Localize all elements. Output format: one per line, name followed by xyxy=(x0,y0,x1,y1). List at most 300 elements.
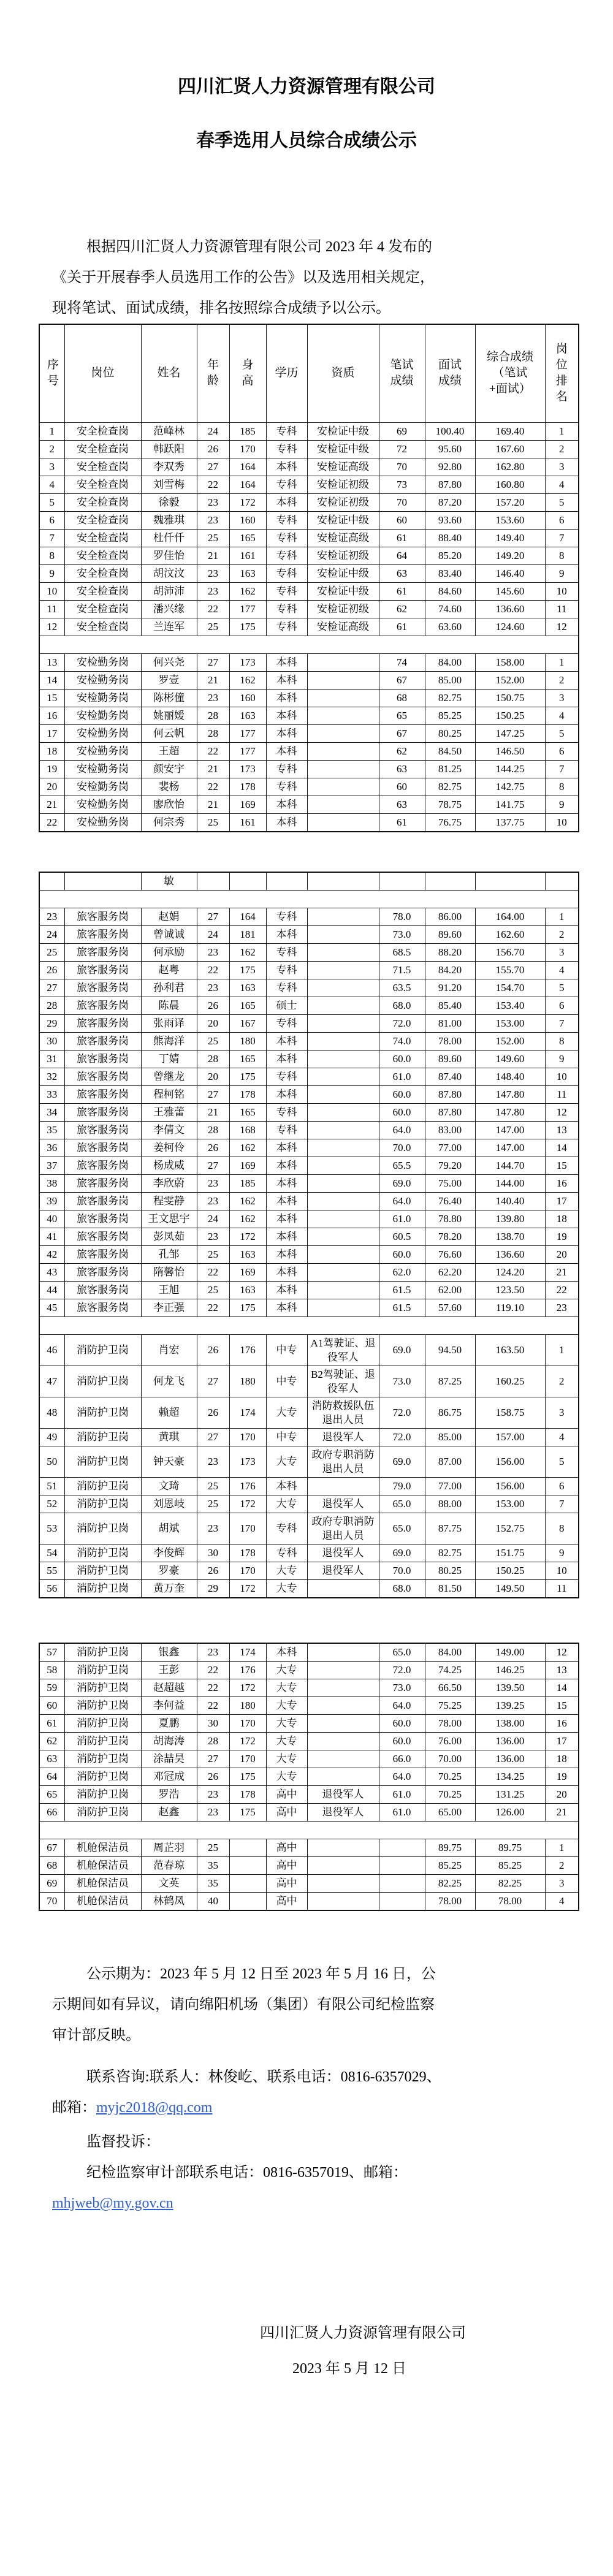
table-row xyxy=(39,1477,579,1495)
table-cell: 172 xyxy=(229,1579,266,1598)
table-cell: 69 xyxy=(379,422,425,440)
table-cell: 22 xyxy=(39,813,64,832)
table-cell: 17 xyxy=(39,724,64,742)
table-cell: 152.75 xyxy=(475,1513,545,1544)
table-cell: 裴杨 xyxy=(141,778,197,796)
table-cell: 152.00 xyxy=(475,671,545,689)
table-cell: 赵鑫 xyxy=(141,1803,197,1821)
table-cell: 21 xyxy=(545,1263,579,1281)
supervision-line: 监督投诉： xyxy=(86,2133,160,2150)
table-cell: 170 xyxy=(229,1750,266,1768)
table-cell: 160.25 xyxy=(475,1366,545,1397)
table-cell: 26 xyxy=(197,1397,229,1428)
table-row xyxy=(39,872,579,891)
table-cell: 163 xyxy=(229,1245,266,1263)
table-cell: 136.60 xyxy=(475,1245,545,1263)
table-cell: 22 xyxy=(197,1679,229,1696)
table-cell: 162 xyxy=(229,1210,266,1228)
table-row xyxy=(39,600,579,618)
table-cell: 164 xyxy=(229,908,266,925)
table-cell: 2 xyxy=(545,671,579,689)
table-cell: 69.0 xyxy=(379,1446,425,1477)
table-cell: 邓冠成 xyxy=(141,1768,197,1785)
table-cell: 文琦 xyxy=(141,1477,197,1495)
table-cell: 177 xyxy=(229,600,266,618)
table-cell: 149.60 xyxy=(475,1050,545,1068)
table-cell: 本科 xyxy=(266,925,307,943)
table-cell: 57 xyxy=(39,1643,64,1662)
table-cell: 何宗秀 xyxy=(141,813,197,832)
table-cell: 25 xyxy=(39,943,64,961)
table-cell: 77.00 xyxy=(425,1477,475,1495)
table-cell: 6 xyxy=(545,997,579,1014)
table-cell: 大专 xyxy=(266,1397,307,1428)
table-cell: 124.20 xyxy=(475,1263,545,1281)
table-cell: 59 xyxy=(39,1679,64,1696)
table-cell: 147.00 xyxy=(475,1139,545,1157)
table-cell xyxy=(307,778,379,796)
table-row xyxy=(39,1892,579,1910)
table-cell: 180 xyxy=(229,1696,266,1714)
table-cell: 本科 xyxy=(266,1228,307,1245)
table-cell: 163 xyxy=(229,1281,266,1299)
table-cell: 35 xyxy=(39,1121,64,1139)
table-row xyxy=(39,1579,579,1598)
table-cell: 32 xyxy=(39,1068,64,1085)
table-cell: 25 xyxy=(197,529,229,547)
table-cell: 70.25 xyxy=(425,1785,475,1803)
table-cell: 56 xyxy=(39,1579,64,1598)
table-cell: 80.25 xyxy=(425,724,475,742)
table-cell: 大专 xyxy=(266,1696,307,1714)
table-cell xyxy=(229,872,266,891)
table-row xyxy=(39,1839,579,1856)
table-cell: 4 xyxy=(545,476,579,493)
table-cell: 高中 xyxy=(266,1803,307,1821)
table-cell: 专科 xyxy=(266,961,307,979)
table-cell: 84.00 xyxy=(425,1643,475,1662)
table-cell: 89.75 xyxy=(425,1839,475,1856)
table-cell: 26 xyxy=(197,1768,229,1785)
table-cell: 本科 xyxy=(266,707,307,724)
table-cell xyxy=(307,1174,379,1192)
table-cell: 何兴尧 xyxy=(141,653,197,671)
intro-line-2: 《关于开展春季人员选用工作的公告》以及选用相关规定， xyxy=(52,270,435,286)
table-cell: 70 xyxy=(379,493,425,511)
table-cell: 60.0 xyxy=(379,1103,425,1121)
table-cell: 185 xyxy=(229,422,266,440)
table-cell: 61.0 xyxy=(379,1803,425,1821)
notice-line-2: 示期间如有异议，请向绵阳机场（集团）有限公司纪检监察 xyxy=(52,1996,435,2013)
table-cell: 27 xyxy=(197,908,229,925)
table-cell: 172 xyxy=(229,1228,266,1245)
email-link-myjc[interactable]: myjc2018@qq.com xyxy=(96,2099,213,2116)
table-cell: 安检证中级 xyxy=(307,440,379,458)
table-cell: 181 xyxy=(229,925,266,943)
table-cell xyxy=(307,1157,379,1174)
table-cell: 30 xyxy=(197,1714,229,1732)
table-cell: 专科 xyxy=(266,618,307,636)
table-separator-row xyxy=(39,1821,579,1839)
table-cell xyxy=(307,671,379,689)
table-cell: 胡海涛 xyxy=(141,1732,197,1750)
table-cell: 安检证高级 xyxy=(307,529,379,547)
table-cell: 54 xyxy=(39,1544,64,1562)
table-cell: 本科 xyxy=(266,458,307,476)
table-cell: 88.00 xyxy=(425,1495,475,1513)
table-cell: 70.25 xyxy=(425,1768,475,1785)
table-row xyxy=(39,476,579,493)
table-cell: 24 xyxy=(39,925,64,943)
table-cell: 大专 xyxy=(266,1732,307,1750)
table-separator-row xyxy=(39,636,579,653)
table-cell: 126.00 xyxy=(475,1803,545,1821)
table-cell: 61 xyxy=(379,618,425,636)
table-cell: 147.25 xyxy=(475,724,545,742)
notice-line-3: 审计部反映。 xyxy=(52,2027,140,2043)
table-row xyxy=(39,997,579,1014)
table-cell: 80.25 xyxy=(425,1562,475,1579)
table-row xyxy=(39,493,579,511)
table-cell: 63 xyxy=(379,796,425,813)
col-header-age: 年龄 xyxy=(197,324,229,422)
table-cell: 173 xyxy=(229,653,266,671)
table-cell: 89.75 xyxy=(475,1839,545,1856)
table-cell: 1 xyxy=(545,1839,579,1856)
table-cell: 8 xyxy=(545,1513,579,1544)
table-cell: 48 xyxy=(39,1397,64,1428)
table-cell: 罗浩 xyxy=(141,1785,197,1803)
table-cell: 消防护卫岗 xyxy=(64,1785,141,1803)
table-cell: 172 xyxy=(229,1495,266,1513)
table-cell: 10 xyxy=(545,813,579,832)
table-cell: 2 xyxy=(39,440,64,458)
table-cell: 8 xyxy=(545,778,579,796)
table-cell: 安全检查岗 xyxy=(64,600,141,618)
table-cell: 本科 xyxy=(266,724,307,742)
table-cell: 1 xyxy=(39,422,64,440)
table-cell: 162 xyxy=(229,1192,266,1210)
table-cell: 74 xyxy=(379,653,425,671)
table-cell: 62 xyxy=(379,742,425,760)
table-cell: 119.10 xyxy=(475,1299,545,1316)
table-cell: 肖宏 xyxy=(141,1334,197,1366)
table-cell: 19 xyxy=(545,1768,579,1785)
table-cell: 76.75 xyxy=(425,813,475,832)
table-cell: 139.50 xyxy=(475,1679,545,1696)
table-cell: 185 xyxy=(229,1174,266,1192)
document-page xyxy=(0,75,613,2379)
table-cell: 172 xyxy=(229,1732,266,1750)
table-cell xyxy=(307,1068,379,1085)
table-cell: 隋馨怡 xyxy=(141,1263,197,1281)
table-cell: 机舱保洁员 xyxy=(64,1892,141,1910)
table-cell: 68 xyxy=(39,1856,64,1874)
table-cell: 3 xyxy=(545,1397,579,1428)
table-cell: 34 xyxy=(39,1103,64,1121)
table-cell: 167.60 xyxy=(475,440,545,458)
table-cell: 16 xyxy=(39,707,64,724)
table-cell: 23 xyxy=(197,1174,229,1192)
table-cell: 本科 xyxy=(266,1085,307,1103)
table-row xyxy=(39,760,579,778)
table-cell: 75.00 xyxy=(425,1174,475,1192)
table-cell: 15 xyxy=(39,689,64,707)
table-cell: 安检证中级 xyxy=(307,564,379,582)
table-cell: 70.0 xyxy=(379,1562,425,1579)
table-cell: 65 xyxy=(379,707,425,724)
table-cell: 21 xyxy=(197,671,229,689)
table-cell xyxy=(307,997,379,1014)
table-cell: 安全检查岗 xyxy=(64,529,141,547)
table-cell: 5 xyxy=(39,493,64,511)
table-cell: 60.0 xyxy=(379,1714,425,1732)
table-row xyxy=(39,1139,579,1157)
table-cell: 23 xyxy=(197,943,229,961)
table-cell: 消防护卫岗 xyxy=(64,1513,141,1544)
table-cell: 消防护卫岗 xyxy=(64,1366,141,1397)
table-cell: 40 xyxy=(197,1892,229,1910)
table-cell: 23 xyxy=(197,1785,229,1803)
table-cell: 敏 xyxy=(141,872,197,891)
table-cell xyxy=(229,1892,266,1910)
table-cell: 5 xyxy=(545,493,579,511)
table-cell: 熊海洋 xyxy=(141,1032,197,1050)
table-cell: 175 xyxy=(229,1768,266,1785)
table-cell: 何承励 xyxy=(141,943,197,961)
table-cell: 消防护卫岗 xyxy=(64,1732,141,1750)
table-cell: 退役军人 xyxy=(307,1785,379,1803)
table-cell: 169.40 xyxy=(475,422,545,440)
table-cell: 57.60 xyxy=(425,1299,475,1316)
table-cell: 78.00 xyxy=(425,1032,475,1050)
notice-line-1: 公示期为：2023 年 5 月 12 日至 2023 年 5 月 16 日，公 xyxy=(86,1966,436,1982)
table-cell: 87.25 xyxy=(425,1366,475,1397)
table-cell: 旅客服务岗 xyxy=(64,961,141,979)
table-cell: 174 xyxy=(229,1643,266,1662)
table-row xyxy=(39,1085,579,1103)
table-cell: 68.0 xyxy=(379,1579,425,1598)
table-cell: 9 xyxy=(545,1544,579,1562)
table-cell: 178 xyxy=(229,1085,266,1103)
table-cell: 大专 xyxy=(266,1679,307,1696)
document-title-line1: 四川汇贤人力资源管理有限公司 xyxy=(178,77,435,97)
table-cell: 25 xyxy=(197,1032,229,1050)
signature-company: 四川汇贤人力资源管理有限公司 xyxy=(260,2325,466,2341)
table-cell: 消防护卫岗 xyxy=(64,1562,141,1579)
table-cell: 27 xyxy=(197,653,229,671)
table-cell: 退役军人 xyxy=(307,1428,379,1446)
col-header-education: 学历 xyxy=(266,324,307,422)
table-cell: 21 xyxy=(197,547,229,564)
table-cell: 36 xyxy=(39,1139,64,1157)
table-cell: 20 xyxy=(545,1785,579,1803)
table-cell: 55 xyxy=(39,1562,64,1579)
table-cell: 12 xyxy=(545,1643,579,1662)
table-cell: 专科 xyxy=(266,760,307,778)
col-header-name: 姓名 xyxy=(141,324,197,422)
table-cell: 41 xyxy=(39,1228,64,1245)
table-cell: 安检勤务岗 xyxy=(64,813,141,832)
table-cell: 10 xyxy=(545,1562,579,1579)
table-cell: 23 xyxy=(39,908,64,925)
table-cell: 罗壹 xyxy=(141,671,197,689)
table-cell: 74.0 xyxy=(379,1032,425,1050)
table-cell: 2 xyxy=(545,440,579,458)
table-cell: 162 xyxy=(229,1139,266,1157)
table-cell: 165 xyxy=(229,529,266,547)
table-cell: 89.60 xyxy=(425,925,475,943)
table-cell: 50 xyxy=(39,1446,64,1477)
table-cell: 23 xyxy=(197,979,229,997)
table-cell: 消防护卫岗 xyxy=(64,1579,141,1598)
table-cell: 21 xyxy=(197,760,229,778)
table-row xyxy=(39,908,579,925)
table-cell: 140.40 xyxy=(475,1192,545,1210)
table-cell: 35 xyxy=(197,1874,229,1892)
table-cell: 170 xyxy=(229,1562,266,1579)
table-cell xyxy=(307,925,379,943)
table-cell: 144.70 xyxy=(475,1157,545,1174)
table-cell: 26 xyxy=(197,1562,229,1579)
table-cell: 136.00 xyxy=(475,1732,545,1750)
table-cell: 王超 xyxy=(141,742,197,760)
table-cell: 消防护卫岗 xyxy=(64,1643,141,1662)
table-row xyxy=(39,1263,579,1281)
table-cell: 涂喆昊 xyxy=(141,1750,197,1768)
table-row xyxy=(39,1803,579,1821)
table-cell xyxy=(379,1874,425,1892)
table-cell: 10 xyxy=(545,1068,579,1085)
table-row xyxy=(39,707,579,724)
col-header-height: 身高 xyxy=(229,324,266,422)
table-cell: 23 xyxy=(197,582,229,600)
table-cell: 徐毅 xyxy=(141,493,197,511)
table-cell: 专科 xyxy=(266,476,307,493)
table-row xyxy=(39,653,579,671)
table-cell: 72.0 xyxy=(379,1014,425,1032)
table-cell: 79.20 xyxy=(425,1157,475,1174)
table-cell: 20 xyxy=(197,1068,229,1085)
table-cell: 安全检查岗 xyxy=(64,493,141,511)
table-cell: 曾诚诚 xyxy=(141,925,197,943)
table-cell: 黄万奎 xyxy=(141,1579,197,1598)
table-cell: 22 xyxy=(197,1299,229,1316)
table-cell: 60.5 xyxy=(379,1228,425,1245)
table-cell: 30 xyxy=(39,1032,64,1050)
table-cell: 173 xyxy=(229,1446,266,1477)
table-cell: 180 xyxy=(229,1032,266,1050)
table-cell: 73.0 xyxy=(379,925,425,943)
table-cell xyxy=(307,1210,379,1228)
table-cell: 23 xyxy=(197,1643,229,1662)
table-cell: 消防护卫岗 xyxy=(64,1714,141,1732)
table-cell: 81.25 xyxy=(425,760,475,778)
table-cell: 61.0 xyxy=(379,1210,425,1228)
table-row xyxy=(39,511,579,529)
email-link-mhjweb[interactable]: mhjweb@my.gov.cn xyxy=(52,2195,173,2211)
table-cell: 旅客服务岗 xyxy=(64,1032,141,1050)
table-cell xyxy=(307,1139,379,1157)
table-cell: 14 xyxy=(545,1679,579,1696)
table-cell: 81.50 xyxy=(425,1579,475,1598)
table-cell: 7 xyxy=(545,1495,579,1513)
table-cell: 胡沛沛 xyxy=(141,582,197,600)
col-header-serial: 序号 xyxy=(39,324,64,422)
table-row xyxy=(39,1428,579,1446)
table-cell: 53 xyxy=(39,1513,64,1544)
table-cell: 77.00 xyxy=(425,1139,475,1157)
table-cell: 64.0 xyxy=(379,1768,425,1785)
table-cell: 89.60 xyxy=(425,1050,475,1068)
table-cell: 27 xyxy=(197,458,229,476)
table-cell xyxy=(307,1839,379,1856)
table-cell: 160.80 xyxy=(475,476,545,493)
table-cell: 旅客服务岗 xyxy=(64,1014,141,1032)
table-cell: 旅客服务岗 xyxy=(64,1103,141,1121)
table-cell: 146.40 xyxy=(475,564,545,582)
table-cell: 154.70 xyxy=(475,979,545,997)
table-cell: 26 xyxy=(197,1334,229,1366)
table-cell xyxy=(307,1892,379,1910)
table-cell: 42 xyxy=(39,1245,64,1263)
table-cell: 65.0 xyxy=(379,1495,425,1513)
table-row xyxy=(39,671,579,689)
table-cell: 94.50 xyxy=(425,1334,475,1366)
table-cell: 69.0 xyxy=(379,1334,425,1366)
table-cell: 22 xyxy=(197,742,229,760)
table-cell: 安全检查岗 xyxy=(64,476,141,493)
table-cell: 23 xyxy=(197,1192,229,1210)
table-cell: 安检证初级 xyxy=(307,476,379,493)
table-cell: 22 xyxy=(197,600,229,618)
table-cell: 87.75 xyxy=(425,1513,475,1544)
table-cell: 13 xyxy=(545,1121,579,1139)
table-cell: 安全检查岗 xyxy=(64,440,141,458)
table-cell: 消防护卫岗 xyxy=(64,1750,141,1768)
table-cell: 李俊辉 xyxy=(141,1544,197,1562)
table-cell: 168 xyxy=(229,1121,266,1139)
table-cell: 147.80 xyxy=(475,1085,545,1103)
table-cell: 75.25 xyxy=(425,1696,475,1714)
table-cell: 62.00 xyxy=(425,1281,475,1299)
table-cell: 87.40 xyxy=(425,1068,475,1085)
table-cell: 24 xyxy=(197,925,229,943)
table-cell: 87.80 xyxy=(425,1103,475,1121)
table-cell: 13 xyxy=(39,653,64,671)
table-cell: 85.00 xyxy=(425,671,475,689)
table-cell: 78.00 xyxy=(425,1892,475,1910)
table-cell: 84.50 xyxy=(425,742,475,760)
table-cell: 李何益 xyxy=(141,1696,197,1714)
table-cell: 专科 xyxy=(266,1014,307,1032)
table-cell: 178 xyxy=(229,1544,266,1562)
table-cell: 161 xyxy=(229,547,266,564)
table-cell: 20 xyxy=(545,1245,579,1263)
table-cell: 69.0 xyxy=(379,1174,425,1192)
table-cell: 旅客服务岗 xyxy=(64,1121,141,1139)
table-cell: 170 xyxy=(229,1513,266,1544)
table-cell: 68.0 xyxy=(379,997,425,1014)
table-row xyxy=(39,1495,579,1513)
table-cell: 本科 xyxy=(266,1050,307,1068)
table-cell xyxy=(229,1839,266,1856)
email-line-1 xyxy=(52,2092,576,2123)
table-cell: 147.00 xyxy=(475,1121,545,1139)
table-cell: 175 xyxy=(229,1299,266,1316)
table-cell: 146.50 xyxy=(475,742,545,760)
table-cell: 高中 xyxy=(266,1856,307,1874)
